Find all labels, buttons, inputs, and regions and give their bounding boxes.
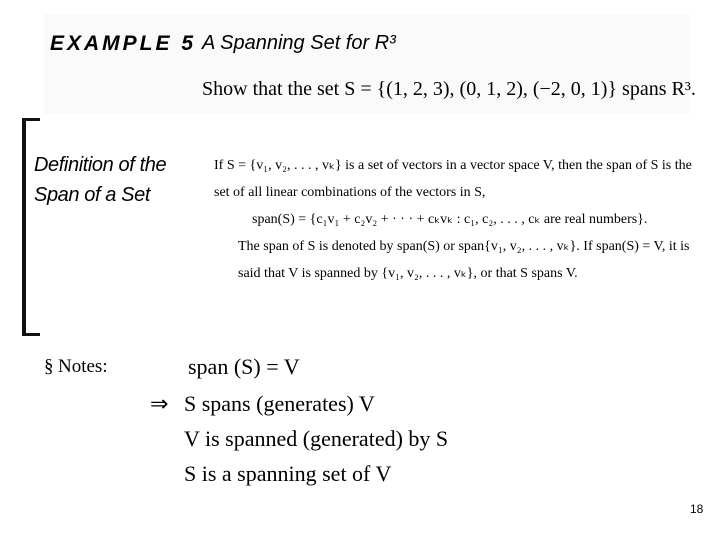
definition-text — [214, 152, 698, 287]
definition-paragraph: If S = {v₁, v₂, . . . , vₖ} is a set of vectors in a vector space V, then the span of S is the set of all linear combinations of the vectors in S, — [214, 158, 692, 200]
example-label: EXAMPLE 5 — [50, 32, 197, 55]
notes-bullet: § — [44, 356, 54, 377]
definition-title: Definition of the Span of a Set — [34, 154, 167, 206]
span-equation: span(S) = {c₁v₁ + c₂v₂ + · · · + cₖvₖ : c₁, c₂, . . . , cₖ are real numbers}. — [252, 212, 648, 227]
definition-notation: The span of S is denoted by span(S) or span{v₁, v₂, . . . , vₖ}. If span(S) = V, it is said that V is spanned by {v₁, v₂, . . . , vₖ}, or that S spans V. — [238, 239, 690, 281]
example-block — [44, 14, 696, 114]
note-spanning-set: S is a spanning set of V — [184, 461, 392, 486]
note-s-spans-v: S spans (generates) V — [184, 391, 375, 416]
example-statement: Show that the set S = {(1, 2, 3), (0, 1, 2), (−2, 0, 1)} spans R³. — [202, 78, 696, 100]
note-span-equals-v: span (S) = V — [188, 354, 300, 379]
note-v-spanned-by-s: V is spanned (generated) by S — [184, 426, 449, 451]
definition-block — [22, 118, 698, 334]
page-number: 18 — [690, 502, 704, 516]
implies-arrow-icon: ⇒ — [150, 391, 169, 416]
example-title: A Spanning Set for R³ — [202, 32, 396, 54]
notes-label: Notes: — [58, 356, 108, 377]
